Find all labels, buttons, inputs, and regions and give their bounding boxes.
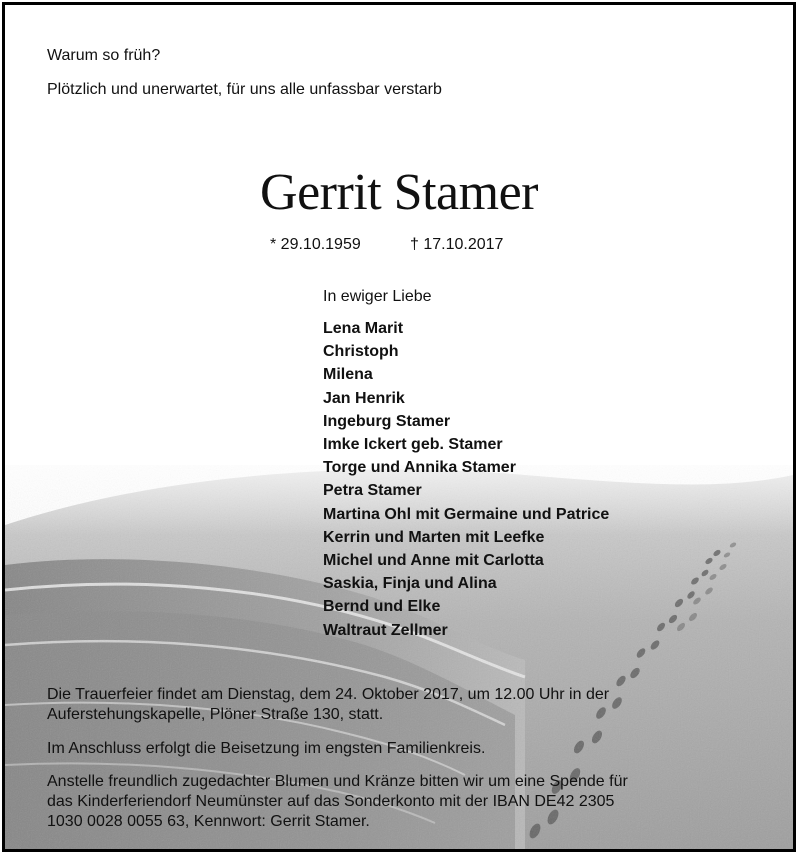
donation-line: Anstelle freundlich zugedachter Blumen und Kränze bitten wir um eine Spende für: [47, 773, 628, 790]
intro-statement: Plötzlich und unerwartet, für uns alle unfassbar verstarb: [47, 81, 442, 98]
mourner-name: Michel und Anne mit Carlotta: [323, 552, 544, 570]
mourners-list: [323, 317, 609, 642]
notice-content: [5, 5, 793, 849]
mourners-heading: In ewiger Liebe: [323, 288, 432, 305]
intro-question: Warum so früh?: [47, 47, 161, 64]
donation-paragraph: [47, 772, 777, 832]
obituary-notice: [2, 2, 796, 852]
mourner-name: Martina Ohl mit Germaine und Patrice: [323, 505, 610, 523]
mourner-name: Jan Henrik: [323, 389, 405, 407]
mourner-name: Milena: [323, 366, 373, 384]
mourner-name: Imke Ickert geb. Stamer: [323, 436, 503, 454]
donation-line: das Kinderferiendorf Neumünster auf das Sonderkonto mit der IBAN DE42 2305: [47, 793, 615, 810]
mourner-name: Bernd und Elke: [323, 598, 441, 616]
mourner-name: Torge und Annika Stamer: [323, 459, 516, 477]
ceremony-paragraph: [47, 685, 777, 725]
donation-line: 1030 0028 0055 63, Kennwort: Gerrit Stamer.: [47, 813, 370, 830]
ceremony-line: Die Trauerfeier findet am Dienstag, dem 24. Oktober 2017, um 12.00 Uhr in der: [47, 686, 610, 703]
mourner-name: Waltraut Zellmer: [323, 621, 448, 639]
mourner-name: Christoph: [323, 343, 399, 361]
birth-date: * 29.10.1959: [270, 236, 361, 253]
mourner-name: Saskia, Finja und Alina: [323, 575, 497, 593]
mourner-name: Petra Stamer: [323, 482, 422, 500]
deceased-name: Gerrit Stamer: [260, 164, 538, 221]
ceremony-line: Auferstehungskapelle, Plöner Straße 130, statt.: [47, 706, 384, 723]
burial-paragraph: Im Anschluss erfolgt die Beisetzung im engsten Familienkreis.: [47, 740, 486, 757]
mourner-name: Kerrin und Marten mit Leefke: [323, 528, 545, 546]
death-date: † 17.10.2017: [410, 236, 504, 253]
mourner-name: Lena Marit: [323, 320, 404, 337]
mourner-name: Ingeburg Stamer: [323, 412, 451, 430]
